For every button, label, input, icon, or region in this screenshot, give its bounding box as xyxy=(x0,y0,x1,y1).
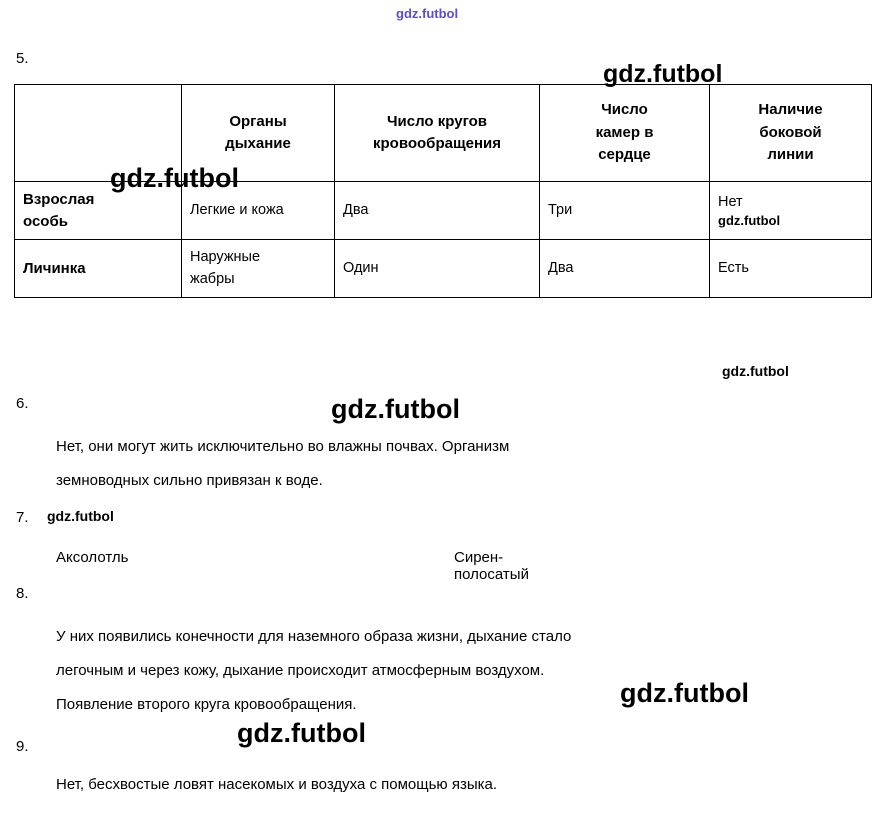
answer-8-line-1: У них появились конечности для наземного образа жизни, дыхание стало xyxy=(56,628,572,645)
table-header-cell-lateral-line xyxy=(710,85,872,182)
watermark-overlay: gdz.futbol xyxy=(722,363,789,379)
header-line: Наличие xyxy=(758,101,823,119)
answer-7-left: Аксолотль xyxy=(56,549,129,566)
table-cell-larva-lateral: Есть xyxy=(710,240,872,298)
answer-9-line-1: Нет, бесхвостые ловят насекомых и воздуха с помощью языка. xyxy=(56,776,498,793)
table-row-label-larva: Личинка xyxy=(15,240,182,298)
header-line: дыхание xyxy=(225,135,291,152)
header-line: сердце xyxy=(598,146,651,164)
header-line: Число xyxy=(601,101,648,119)
table-header xyxy=(15,85,872,182)
table-header-cell-heart-chambers xyxy=(540,85,710,182)
watermark-overlay: gdz.futbol xyxy=(620,678,749,708)
table-header-cell-empty xyxy=(15,85,182,182)
header-line: Органы xyxy=(229,112,287,130)
header-line: кровообращения xyxy=(373,135,501,152)
answer-6-line-2: земноводных сильно привязан к воде. xyxy=(56,472,323,489)
answer-6-line-1: Нет, они могут жить исключительно во влажны почвах. Организм xyxy=(56,438,510,455)
table-row xyxy=(15,240,872,298)
table-header-cell-respiratory-organs xyxy=(182,85,335,182)
question-number-7: 7. xyxy=(16,509,29,526)
table-row-label-adult xyxy=(15,182,182,240)
cell-text: Нет xyxy=(718,194,743,211)
question-number-8: 8. xyxy=(16,585,29,602)
question-number-5: 5. xyxy=(16,50,29,67)
answer-6 xyxy=(56,430,509,498)
table-cell-adult-respiratory: Легкие и кожа xyxy=(182,182,335,240)
watermark-overlay: gdz.futbol xyxy=(603,60,723,88)
watermark-overlay: gdz.futbol xyxy=(331,394,460,424)
table-cell-larva-circulation: Один xyxy=(335,240,540,298)
table-cell-adult-lateral xyxy=(710,182,872,240)
table-header-cell-circulation-circles xyxy=(335,85,540,182)
header-line: Число кругов xyxy=(386,112,487,130)
header-line: линии xyxy=(767,146,814,164)
watermark-overlay: gdz.futbol xyxy=(47,508,114,524)
question-number-9: 9. xyxy=(16,738,29,755)
answer-7-right: Сирен-полосатый xyxy=(454,549,529,583)
watermark-overlay: gdz.futbol xyxy=(110,163,239,193)
header-line: камер в xyxy=(595,123,654,141)
table-row xyxy=(15,182,872,240)
answer-8 xyxy=(56,620,571,722)
cell-text-line: жабры xyxy=(190,270,235,287)
watermark-top: gdz.futbol xyxy=(396,6,459,21)
answer-9 xyxy=(56,768,497,802)
row-label-line: Взрослая xyxy=(23,190,95,208)
comparison-table-wrapper xyxy=(14,84,871,298)
answer-8-line-2: легочным и через кожу, дыхание происходит атмосферным воздухом. xyxy=(56,662,545,679)
watermark-in-cell: gdz.futbol xyxy=(718,213,781,229)
header-line: боковой xyxy=(759,123,822,141)
table-cell-larva-heart: Два xyxy=(540,240,710,298)
comparison-table xyxy=(14,84,872,298)
question-number-6: 6. xyxy=(16,395,29,412)
table-cell-adult-heart: Три xyxy=(540,182,710,240)
table-cell-larva-respiratory xyxy=(182,240,335,298)
watermark-overlay: gdz.futbol xyxy=(237,718,366,748)
row-label-line: особь xyxy=(23,212,68,230)
table-header-row xyxy=(15,85,872,182)
table-body xyxy=(15,182,872,298)
table-cell-adult-circulation: Два xyxy=(335,182,540,240)
answer-8-line-3: Появление второго круга кровообращения. xyxy=(56,696,357,713)
cell-text-line: Наружные xyxy=(190,249,261,266)
